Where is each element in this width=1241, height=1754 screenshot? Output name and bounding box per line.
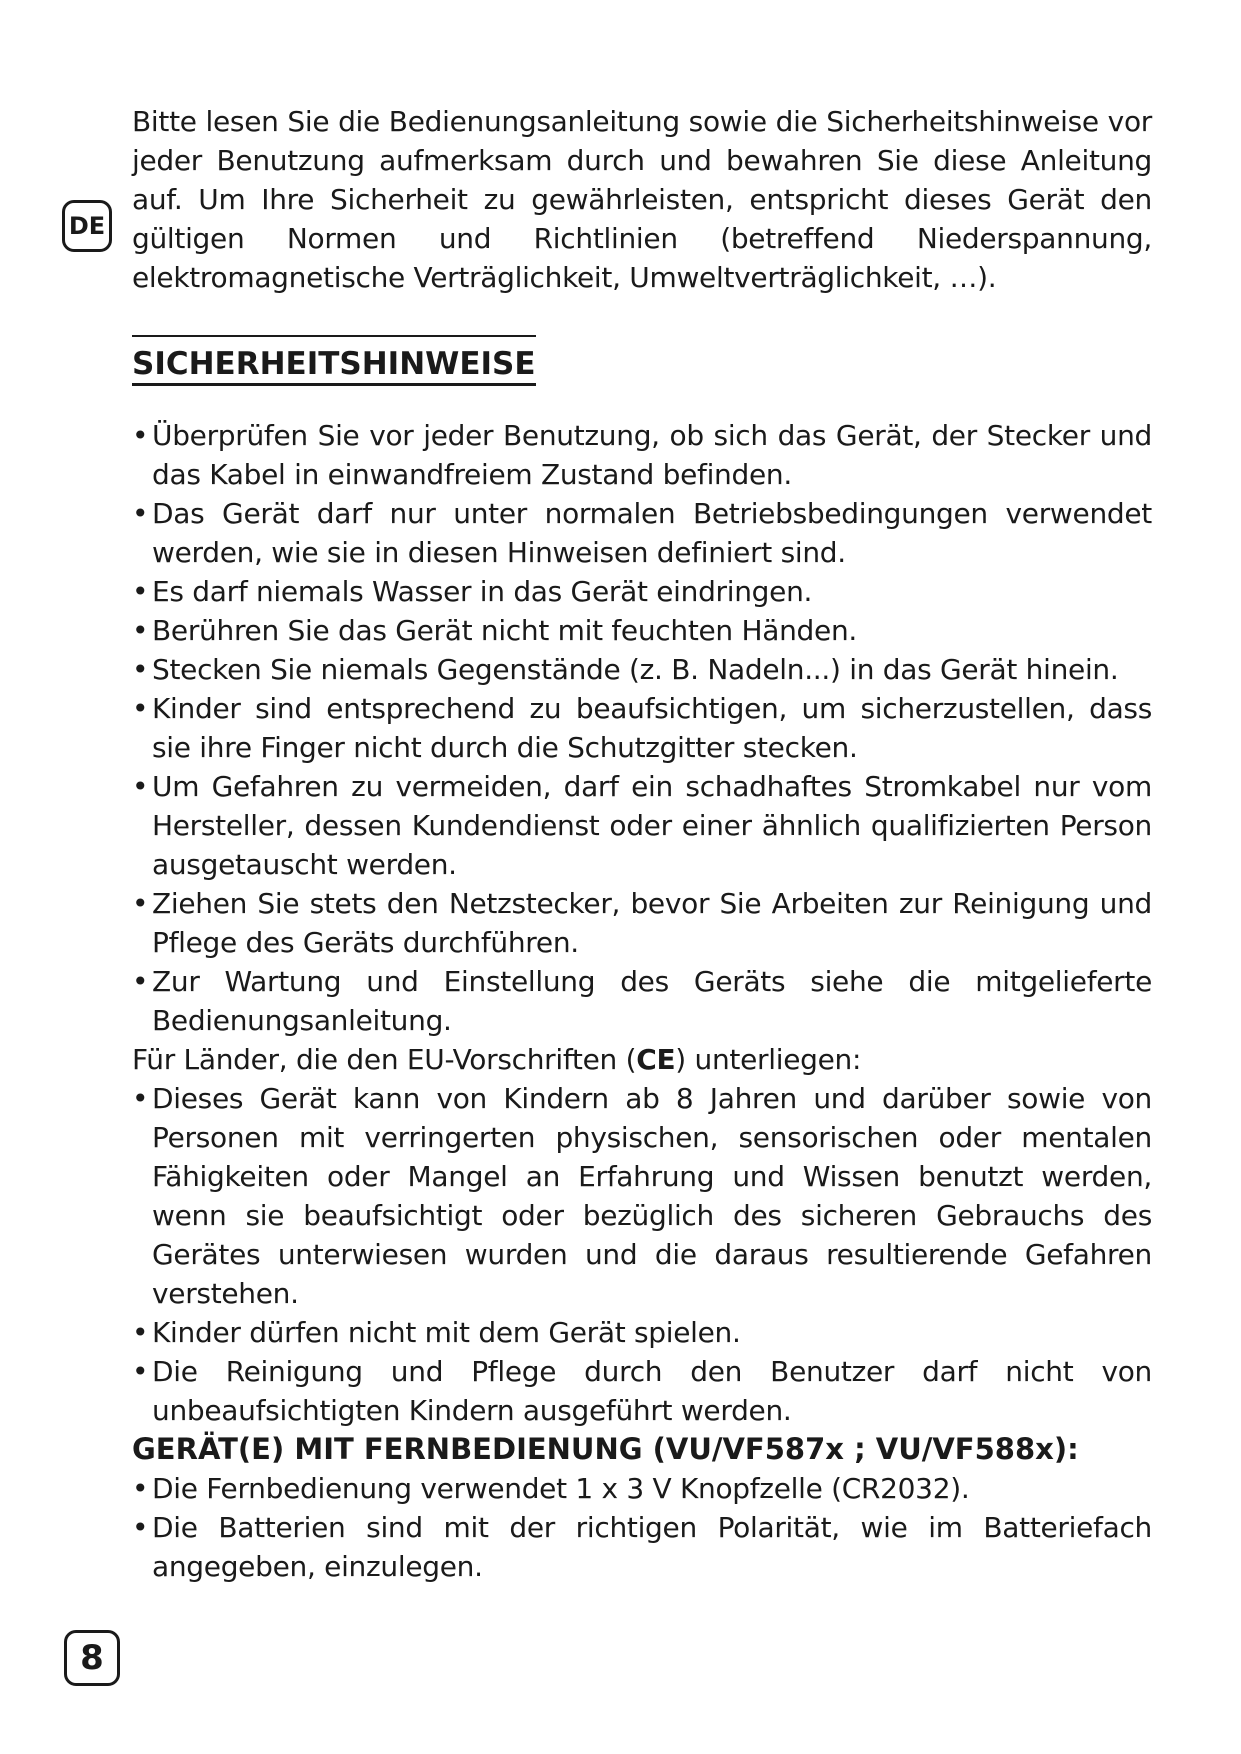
safety-list (132, 416, 1152, 1040)
ce-mark-icon: CE (636, 1043, 676, 1076)
list-item: • Berühren Sie das Gerät nicht mit feuchten Händen. (132, 611, 1152, 650)
list-item: • Überprüfen Sie vor jeder Benutzung, ob sich das Gerät, der Stecker und das Kabel in einwandfreiem Zustand befinden. (132, 416, 1152, 494)
list-item: • Es darf niemals Wasser in das Gerät eindringen. (132, 572, 1152, 611)
list-item: • Die Batterien sind mit der richtigen Polarität, wie im Batteriefach angegeben, einzulegen. (132, 1508, 1152, 1586)
eu-line-prefix: Für Länder, die den EU-Vorschriften ( (132, 1043, 637, 1076)
list-item: • Das Gerät darf nur unter normalen Betriebsbedingungen verwendet werden, wie sie in diesen Hinweisen definiert sind. (132, 494, 1152, 572)
eu-line-suffix: ) unterliegen: (675, 1043, 862, 1076)
remote-list (132, 1469, 1152, 1586)
page-number: 8 (64, 1630, 120, 1686)
list-item: • Die Fernbedienung verwendet 1 x 3 V Knopfzelle (CR2032). (132, 1469, 1152, 1508)
list-item: • Zur Wartung und Einstellung des Geräts siehe die mitgelieferte Bedienungsanleitung. (132, 962, 1152, 1040)
section-heading: SICHERHEITSHINWEISE (132, 335, 536, 386)
eu-list (132, 1079, 1152, 1430)
document-body (132, 102, 1152, 1586)
list-item: • Dieses Gerät kann von Kindern ab 8 Jahren und darüber sowie von Personen mit verringerten physischen, sensorischen oder mentalen Fähigkeiten oder Mangel an Erfahrung und Wissen benutzt werden, wenn sie beaufsichtigt oder bezüglich des sicheren Gebrauchs des Gerätes unterwiesen wurden und die daraus resultierende Gefahren verstehen. (132, 1079, 1152, 1313)
intro-paragraph: Bitte lesen Sie die Bedienungsanleitung sowie die Sicherheitshinweise vor jeder Benutzung aufmerksam durch und bewahren Sie diese Anleitung auf. Um Ihre Sicherheit zu gewährleisten, entspricht dieses Gerät den gültigen Normen und Richtlinien (betreffend Niederspannung, elektromagnetische Verträglichkeit, Umweltverträglichkeit, …). (132, 105, 1152, 294)
list-item: • Ziehen Sie stets den Netzstecker, bevor Sie Arbeiten zur Reinigung und Pflege des Geräts durchführen. (132, 884, 1152, 962)
list-item: • Die Reinigung und Pflege durch den Benutzer darf nicht von unbeaufsichtigten Kindern ausgeführt werden. (132, 1352, 1152, 1430)
list-item: • Kinder sind entsprechend zu beaufsichtigen, um sicherzustellen, dass sie ihre Finger nicht durch die Schutzgitter stecken. (132, 689, 1152, 767)
eu-regulation-line (132, 1040, 1152, 1079)
remote-heading: GERÄT(E) MIT FERNBEDIENUNG (VU/VF587x ; VU/VF588x): (132, 1432, 1079, 1466)
list-item: • Um Gefahren zu vermeiden, darf ein schadhaftes Stromkabel nur vom Hersteller, dessen Kundendienst oder einer ähnlich qualifizierten Person ausgetauscht werden. (132, 767, 1152, 884)
list-item: • Stecken Sie niemals Gegenstände (z. B. Nadeln...) in das Gerät hinein. (132, 650, 1152, 689)
language-badge: DE (62, 200, 112, 252)
list-item: • Kinder dürfen nicht mit dem Gerät spielen. (132, 1313, 1152, 1352)
